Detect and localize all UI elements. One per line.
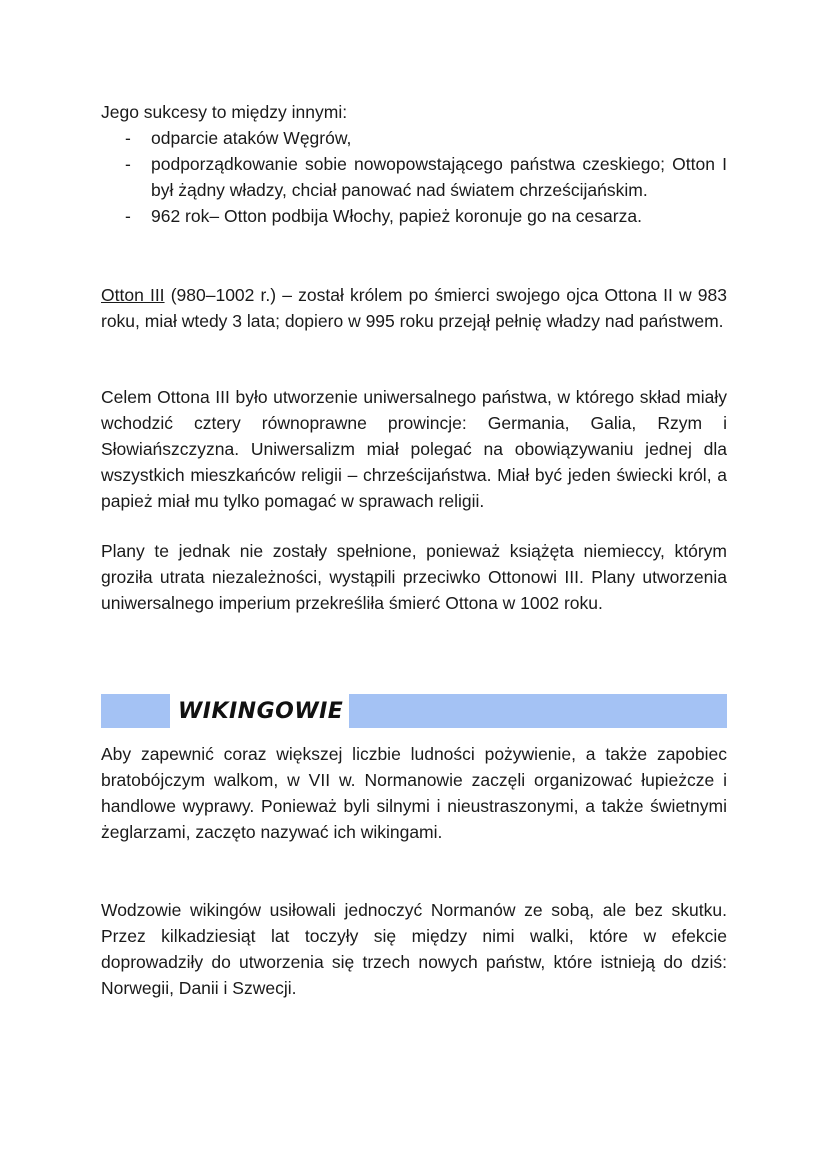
intro-line: Jego sukcesy to między innymi:	[101, 102, 348, 122]
achievements-list	[101, 125, 727, 229]
leaders-paragraph: Wodzowie wikingów usiłowali jednoczyć Normanów ze sobą, ale bez skutku. Przez kilkadziesiąt lat toczyły się między nimi walki, które w efekcie doprowadziły do utworzenia się trzech nowych państw, które istnieją do dziś: Norwegii, Danii i Szwecji.	[101, 900, 727, 998]
plans-paragraph: Plany te jednak nie zostały spełnione, ponieważ książęta niemieccy, którym groziła utrata niezależności, wystąpili przeciwko Ottonowi III. Plany utworzenia uniwersalnego imperium przekreśliła śmierć Ottona w 1002 roku.	[101, 541, 727, 613]
section-heading: WIKINGOWIE	[170, 694, 349, 728]
otto-iii-text: (980–1002 r.) – został królem po śmierci swojego ojca Ottona II w 983 roku, miał wtedy 3 lata; dopiero w 995 roku przejął pełnię władzy nad państwem.	[101, 285, 728, 331]
bullet-dash: -	[125, 154, 131, 174]
goal-paragraph: Celem Ottona III było utworzenie uniwersalnego państwa, w którego skład miały wchodzić cztery równoprawne prowincje: Germania, Galia, Rzym i Słowiańszczyzna. Uniwersalizm miał polegać na obowiązywaniu jednej dla wszystkich mieszkańców religii – chrześcijaństwa. Miał być jeden świecki król, a papież miał mu tylko pomagać w sprawach religii.	[101, 387, 727, 511]
bullet-dash: -	[125, 206, 131, 226]
otto-iii-paragraph	[101, 282, 727, 334]
bullet-dash: -	[125, 128, 131, 148]
list-item	[101, 125, 727, 151]
otto-iii-name: Otton III	[101, 285, 165, 305]
list-item	[101, 203, 727, 229]
list-item	[101, 151, 727, 203]
list-item-text: podporządkowanie sobie nowopowstającego państwa czeskiego; Otton I był żądny władzy, chciał panować nad światem chrześcijańskim.	[151, 154, 727, 200]
list-item-text: 962 rok– Otton podbija Włochy, papież koronuje go na cesarza.	[151, 206, 642, 226]
list-item-text: odparcie ataków Węgrów,	[151, 128, 352, 148]
vikings-paragraph: Aby zapewnić coraz większej liczbie ludności pożywienie, a także zapobiec bratobójczym walkom, w VII w. Normanowie zaczęli organizować łupieżcze i handlowe wyprawy. Ponieważ byli silnymi i nieustraszonymi, a także świetnymi żeglarzami, zaczęto nazywać ich wikingami.	[101, 744, 727, 842]
